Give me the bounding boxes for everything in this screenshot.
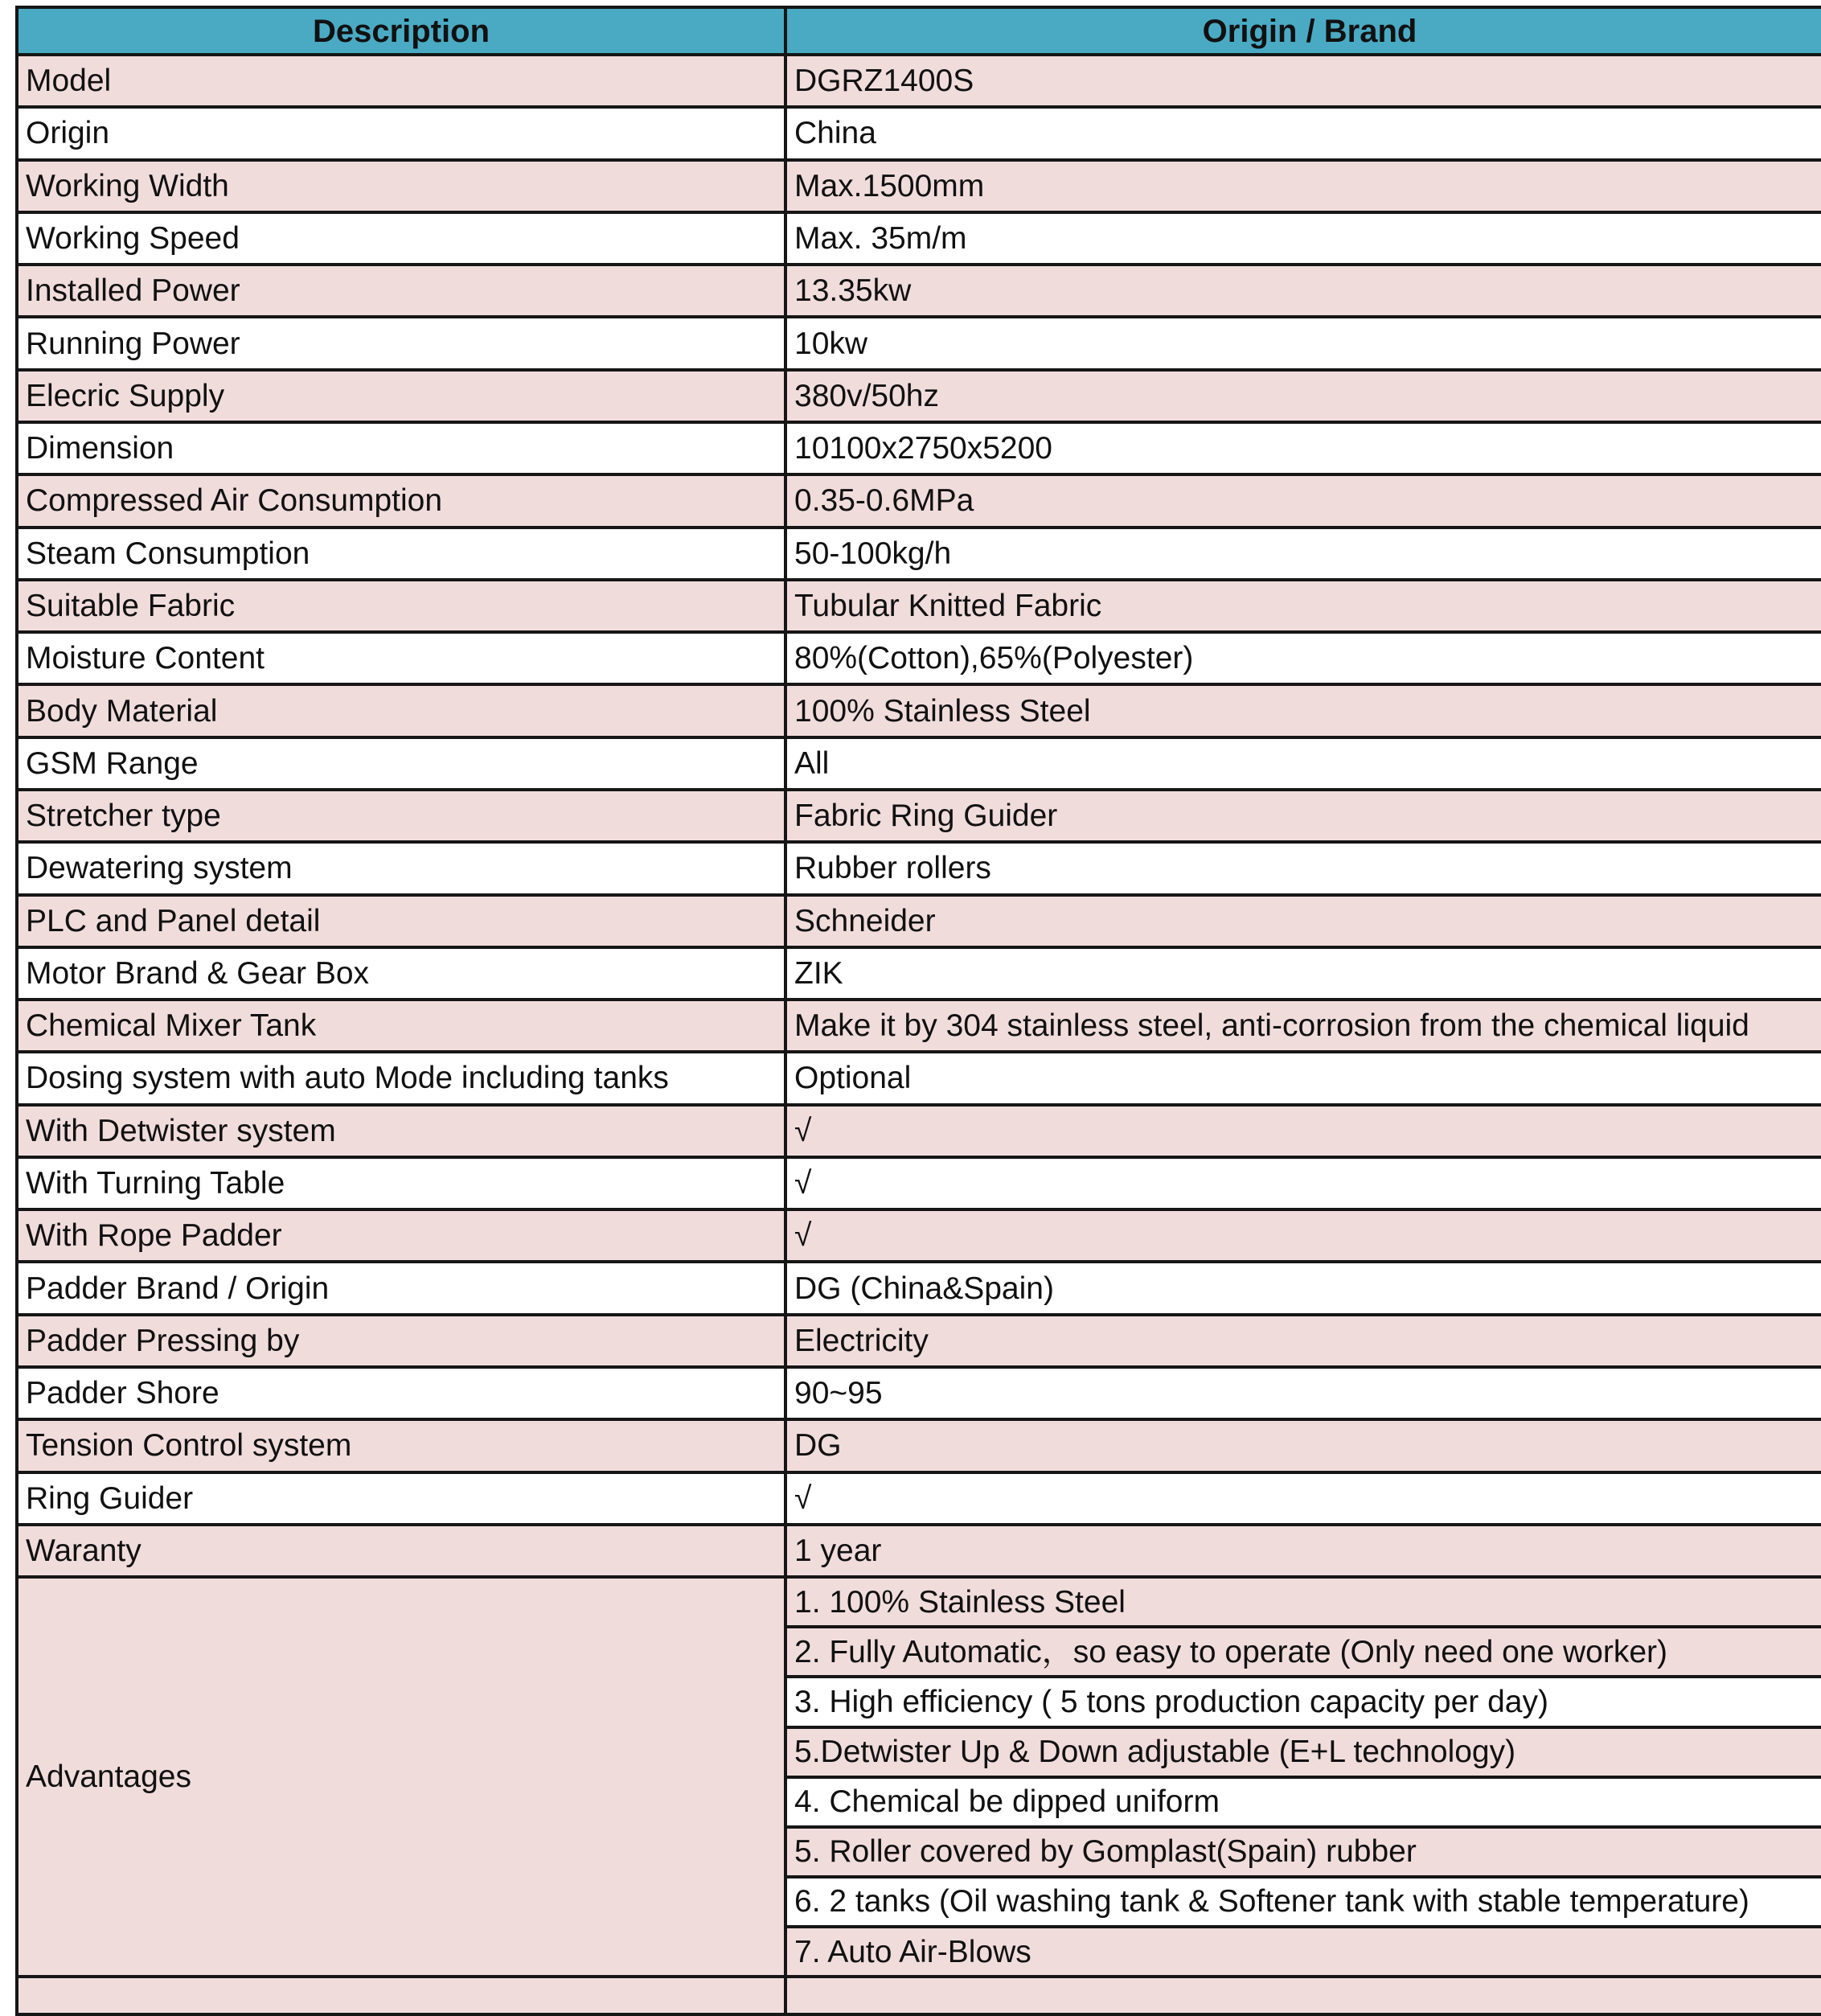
row-value: 90~95 [785, 1367, 1821, 1419]
table-row [17, 212, 1821, 265]
table-row [17, 1262, 1821, 1314]
row-value: 1 year [785, 1525, 1821, 1577]
table-row [17, 632, 1821, 684]
row-label: Elecric Supply [17, 370, 785, 422]
row-label: Dimension [17, 422, 785, 474]
row-label: Padder Pressing by [17, 1315, 785, 1367]
table-row [17, 895, 1821, 947]
advantage-item: 1. 100% Stainless Steel [785, 1577, 1821, 1627]
row-label: Running Power [17, 317, 785, 369]
advantage-item: 3. High efficiency ( 5 tons production capacity per day) [785, 1677, 1821, 1727]
table-row [17, 528, 1821, 580]
row-value: 13.35kw [785, 265, 1821, 317]
table-row [17, 107, 1821, 159]
row-value: Max.1500mm [785, 160, 1821, 212]
row-label: Ring Guider [17, 1472, 785, 1525]
row-label: With Detwister system [17, 1105, 785, 1157]
table-row [17, 160, 1821, 212]
row-value: √ [785, 1105, 1821, 1157]
row-value: 0.35-0.6MPa [785, 474, 1821, 527]
row-label: PLC and Panel detail [17, 895, 785, 947]
row-value: 380v/50hz [785, 370, 1821, 422]
row-label: GSM Range [17, 737, 785, 790]
advantage-item: 5. Roller covered by Gomplast(Spain) rubber [785, 1827, 1821, 1877]
header-description: Description [17, 7, 785, 55]
advantage-item: 5.Detwister Up & Down adjustable (E+L technology) [785, 1727, 1821, 1777]
row-value: DG (China&Spain) [785, 1262, 1821, 1314]
row-label [17, 1977, 785, 2014]
row-label: Installed Power [17, 265, 785, 317]
row-label: Suitable Fabric [17, 580, 785, 632]
advantage-item: 2. Fully Automatic，so easy to operate (Only need one worker) [785, 1627, 1821, 1677]
table-header-row [17, 7, 1821, 55]
row-value: Optional [785, 1052, 1821, 1104]
row-value: 10100x2750x5200 [785, 422, 1821, 474]
table-row [17, 842, 1821, 894]
row-value: DG [785, 1419, 1821, 1472]
row-value: 10kw [785, 317, 1821, 369]
table-row [17, 1315, 1821, 1367]
table-body [17, 55, 1821, 2014]
row-label: Padder Shore [17, 1367, 785, 1419]
row-label: Origin [17, 107, 785, 159]
table-row [17, 1525, 1821, 1577]
row-value: Rubber rollers [785, 842, 1821, 894]
row-label: Chemical Mixer Tank [17, 1000, 785, 1052]
row-value: 100% Stainless Steel [785, 684, 1821, 737]
table-row [17, 1209, 1821, 1262]
row-label: Moisture Content [17, 632, 785, 684]
row-value: All [785, 737, 1821, 790]
table-row [17, 684, 1821, 737]
row-label: Body Material [17, 684, 785, 737]
row-label: Steam Consumption [17, 528, 785, 580]
row-value: DGRZ1400S [785, 55, 1821, 107]
row-label: Tension Control system [17, 1419, 785, 1472]
advantages-row [17, 1577, 1821, 1627]
row-label: Motor Brand & Gear Box [17, 947, 785, 1000]
table-row [17, 370, 1821, 422]
row-label: Model [17, 55, 785, 107]
table-row [17, 55, 1821, 107]
advantages-label: Advantages [17, 1577, 785, 1977]
table-row [17, 474, 1821, 527]
row-label: Dosing system with auto Mode including tanks [17, 1052, 785, 1104]
row-value: √ [785, 1209, 1821, 1262]
row-value: Tubular Knitted Fabric [785, 580, 1821, 632]
row-label: Waranty [17, 1525, 785, 1577]
row-label: Stretcher type [17, 790, 785, 842]
table-row [17, 1419, 1821, 1472]
header-origin-brand: Origin / Brand [785, 7, 1821, 55]
row-value [785, 1977, 1821, 2014]
row-label: Padder Brand / Origin [17, 1262, 785, 1314]
row-value: Electricity [785, 1315, 1821, 1367]
row-value: √ [785, 1157, 1821, 1209]
row-value: China [785, 107, 1821, 159]
table-row [17, 737, 1821, 790]
table-row [17, 580, 1821, 632]
row-value: Schneider [785, 895, 1821, 947]
row-label: Working Speed [17, 212, 785, 265]
row-value: 80%(Cotton),65%(Polyester) [785, 632, 1821, 684]
row-value: Make it by 304 stainless steel, anti-corrosion from the chemical liquid [785, 1000, 1821, 1052]
spec-table [15, 6, 1821, 2016]
advantage-item: 7. Auto Air-Blows [785, 1927, 1821, 1977]
table-row-cutoff [17, 1977, 1821, 2014]
table-row [17, 1367, 1821, 1419]
row-label: Compressed Air Consumption [17, 474, 785, 527]
row-value: 50-100kg/h [785, 528, 1821, 580]
table-row [17, 1052, 1821, 1104]
row-value: Max. 35m/m [785, 212, 1821, 265]
table-row [17, 947, 1821, 1000]
row-value: Fabric Ring Guider [785, 790, 1821, 842]
table-row [17, 1000, 1821, 1052]
row-value: √ [785, 1472, 1821, 1525]
advantage-item: 6. 2 tanks (Oil washing tank & Softener tank with stable temperature) [785, 1877, 1821, 1927]
table-row [17, 790, 1821, 842]
table-row [17, 1105, 1821, 1157]
row-label: With Turning Table [17, 1157, 785, 1209]
table-row [17, 422, 1821, 474]
row-value: ZIK [785, 947, 1821, 1000]
row-label: Working Width [17, 160, 785, 212]
advantage-item: 4. Chemical be dipped uniform [785, 1777, 1821, 1827]
row-label: With Rope Padder [17, 1209, 785, 1262]
table-row [17, 1157, 1821, 1209]
row-label: Dewatering system [17, 842, 785, 894]
table-row [17, 1472, 1821, 1525]
table-row [17, 265, 1821, 317]
table-row [17, 317, 1821, 369]
